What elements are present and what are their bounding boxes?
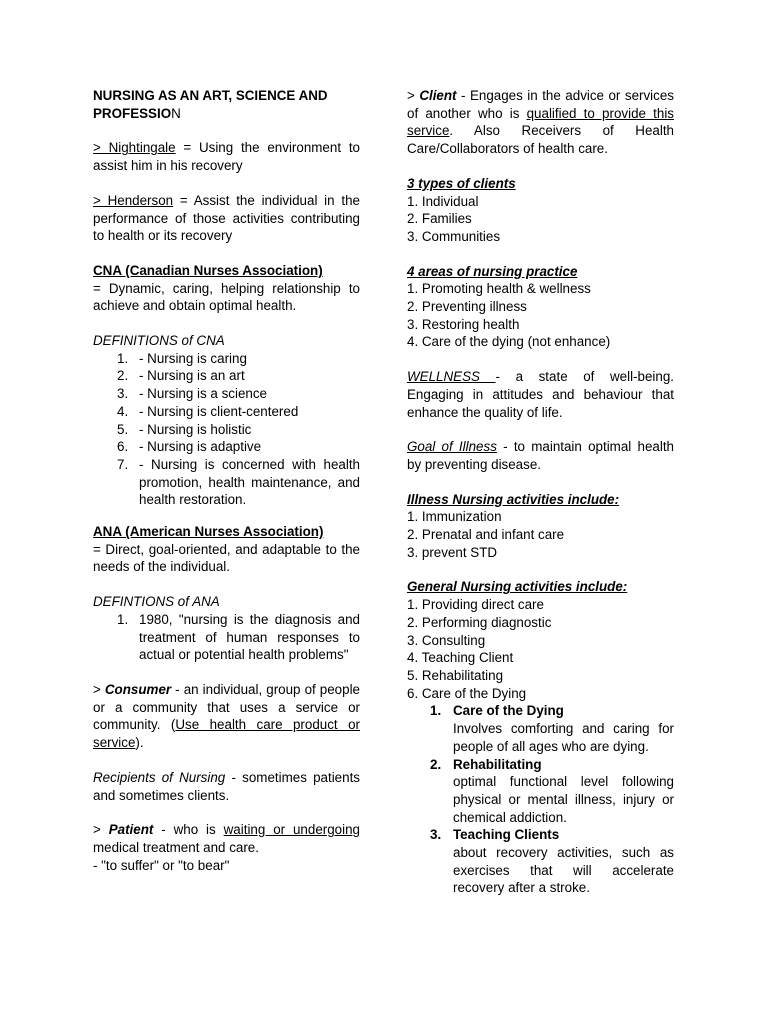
list-item: 1. Providing direct care (407, 597, 544, 613)
list-item: 1. 1980, "nursing is the diagnosis and treatment of human responses to actual or potential health problems" (117, 611, 360, 663)
illness-activities-heading: Illness Nursing activities include: (407, 491, 620, 507)
list-item: 6. Care of the Dying (407, 685, 527, 701)
cna-definitions-list (93, 350, 360, 509)
ana-definition: = Direct, goal-oriented, and adaptable to the needs of the individual. (93, 541, 360, 575)
cna-definition: = Dynamic, caring, helping relationship to achieve and obtain optimal health. (93, 280, 360, 314)
practice-areas-list (407, 280, 674, 351)
list-item: 3. Communities (407, 228, 501, 244)
ana-heading: ANA (American Nurses Association) (93, 524, 324, 540)
nightingale-definition: > Nightingale = Using the environment to assist him in his recovery (93, 140, 360, 174)
illness-activities-list (407, 508, 674, 561)
list-item: 3. Restoring health (407, 316, 520, 332)
left-column (93, 87, 360, 874)
practice-areas-heading: 4 areas of nursing practice (407, 263, 578, 279)
henderson-definition: > Henderson = Assist the individual in the performance of those activities contributing to health or its recovery (93, 192, 360, 244)
list-item: 2. Rehabilitating optimal functional level following physical or mental illness, injury or chemical addiction. (430, 756, 674, 825)
list-item: 1. Immunization (407, 509, 502, 525)
activity-details-list (407, 702, 674, 897)
list-item: 4. - Nursing is client-centered (117, 403, 299, 419)
wellness-definition: WELLNESS - a state of well-being. Engaging in attitudes and behaviour that enhance the quality of life. (407, 369, 675, 420)
list-item: 1. Promoting health & wellness (407, 281, 591, 297)
consumer-definition: > Consumer - an individual, group of people or a community that uses a service or community. (Use health care product or service). (93, 681, 361, 751)
list-item: 4. Care of the dying (not enhance) (407, 334, 611, 350)
ana-definitions-heading: DEFINTIONS of ANA (93, 594, 220, 610)
list-item: 5. Rehabilitating (407, 667, 504, 683)
list-item: 3. Consulting (407, 632, 486, 648)
client-types-list (407, 193, 674, 246)
patient-definition: > Patient - who is waiting or undergoing medical treatment and care. (93, 822, 361, 855)
goal-of-illness-definition: Goal of Illness - to maintain optimal health by preventing disease. (407, 439, 674, 472)
list-item: 2. Performing diagnostic (407, 614, 552, 630)
list-item: 6. - Nursing is adaptive (117, 439, 262, 455)
list-item: 2. Prenatal and infant care (407, 527, 565, 543)
right-column (407, 87, 674, 897)
list-item: 4. Teaching Client (407, 650, 514, 666)
list-item: 1. - Nursing is caring (117, 350, 247, 366)
list-item: 2. Families (407, 211, 472, 227)
ana-definitions-list (93, 611, 360, 664)
client-definition: > Client - Engages in the advice or services of another who is qualified to provide this service. Also Receivers of Health Care/Collaborators of health care. (407, 88, 675, 157)
patient-note: - "to suffer" or "to bear" (93, 857, 230, 873)
list-item: 2. - Nursing is an art (117, 368, 245, 384)
recipients-definition: Recipients of Nursing - sometimes patients and sometimes clients. (93, 769, 360, 803)
list-item: 3. Teaching Clients about recovery activities, such as exercises that will accelerate recovery after a stroke. (430, 827, 674, 896)
list-item: 7. - Nursing is concerned with health promotion, health maintenance, and health restoration. (117, 456, 360, 508)
document-title: NURSING AS AN ART, SCIENCE AND PROFESSION (93, 88, 328, 121)
list-item: 5. - Nursing is holistic (117, 421, 252, 437)
general-activities-list (407, 596, 674, 702)
list-item: 3. prevent STD (407, 544, 498, 560)
list-item: 1. Care of the Dying Involves comforting and caring for people of all ages who are dying. (430, 703, 674, 754)
list-item: 3. - Nursing is a science (117, 386, 268, 402)
client-types-heading: 3 types of clients (407, 175, 516, 191)
general-activities-heading: General Nursing activities include: (407, 579, 628, 595)
list-item: 1. Individual (407, 193, 479, 209)
cna-heading: CNA (Canadian Nurses Association) (93, 262, 323, 278)
list-item: 2. Preventing illness (407, 299, 527, 315)
cna-definitions-heading: DEFINITIONS of CNA (93, 333, 225, 349)
